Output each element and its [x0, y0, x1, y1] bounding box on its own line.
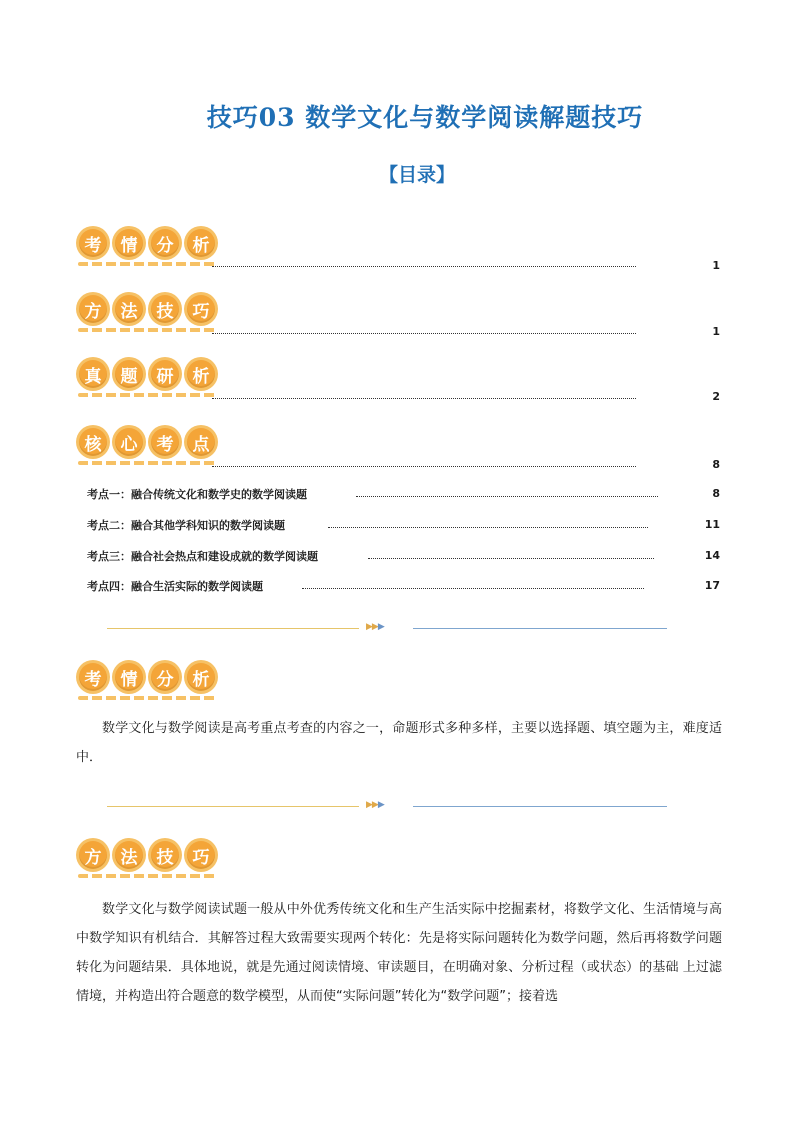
toc-badge-hexin[interactable]: 核 心 考 点 — [76, 425, 218, 465]
toc-page-number: 17 — [704, 579, 720, 592]
toc-page-number: 2 — [712, 390, 720, 403]
toc-badge-kaoqing[interactable]: 考 情 分 析 — [76, 226, 218, 266]
toc-badge-fangfa[interactable]: 方 法 技 巧 — [76, 292, 218, 332]
arrows-icon: ▶▶▶ — [366, 622, 384, 632]
section1-paragraph: 数学文化与数学阅读是高考重点考查的内容之一，命题形式多种多样，主要以选择题、填空题为主，难度适中． — [76, 721, 722, 765]
toc-page-number: 8 — [712, 487, 720, 500]
section-badge-fangfa: 方 法 技 巧 — [76, 838, 218, 878]
toc-page-number: 1 — [712, 259, 720, 272]
toc-sub-item[interactable]: 考点一：融合传统文化和数学史的数学阅读题 — [87, 488, 307, 501]
toc-leader — [328, 527, 648, 528]
toc-sub-item[interactable]: 考点二：融合其他学科知识的数学阅读题 — [87, 519, 285, 532]
section2-paragraph: 数学文化与数学阅读试题一般从中外优秀传统文化和生产生活实际中挖掘素材，将数学文化、生活情境与高中数学知识有机结合．其解答过程大致需要实现两个转化：先是将实际问题转化为数学问题，然后再将数学问题转化为问题结果．具体地说，就是先通过阅读情境、审读题目，在明确对象、分析过程（或状态）的基础 上过滤情境，并构造出符合题意的数学模型，从而使“实际问题”转化为“数学问题”；接着选 — [76, 902, 722, 1004]
page-title: 技巧03 数学文化与数学阅读解题技巧 — [206, 103, 644, 132]
toc-sub-item[interactable]: 考点三：融合社会热点和建设成就的数学阅读题 — [87, 550, 318, 563]
toc-page-number: 11 — [704, 518, 720, 531]
toc-page-number: 8 — [712, 458, 720, 471]
toc-title: 【目录】 — [378, 164, 455, 186]
toc-leader — [212, 266, 636, 267]
toc-leader — [212, 333, 636, 334]
toc-leader — [302, 588, 644, 589]
toc-badge-zhenti[interactable]: 真 题 研 析 — [76, 357, 218, 397]
toc-leader — [356, 496, 658, 497]
toc-leader — [212, 466, 636, 467]
toc-leader — [368, 558, 654, 559]
arrows-icon: ▶▶▶ — [366, 800, 384, 810]
toc-leader — [212, 398, 636, 399]
section-divider — [107, 624, 667, 634]
toc-page-number: 1 — [712, 325, 720, 338]
section-divider — [107, 802, 667, 812]
section-badge-kaoqing: 考 情 分 析 — [76, 660, 218, 700]
toc-page-number: 14 — [704, 549, 720, 562]
toc-sub-item[interactable]: 考点四：融合生活实际的数学阅读题 — [87, 580, 263, 593]
